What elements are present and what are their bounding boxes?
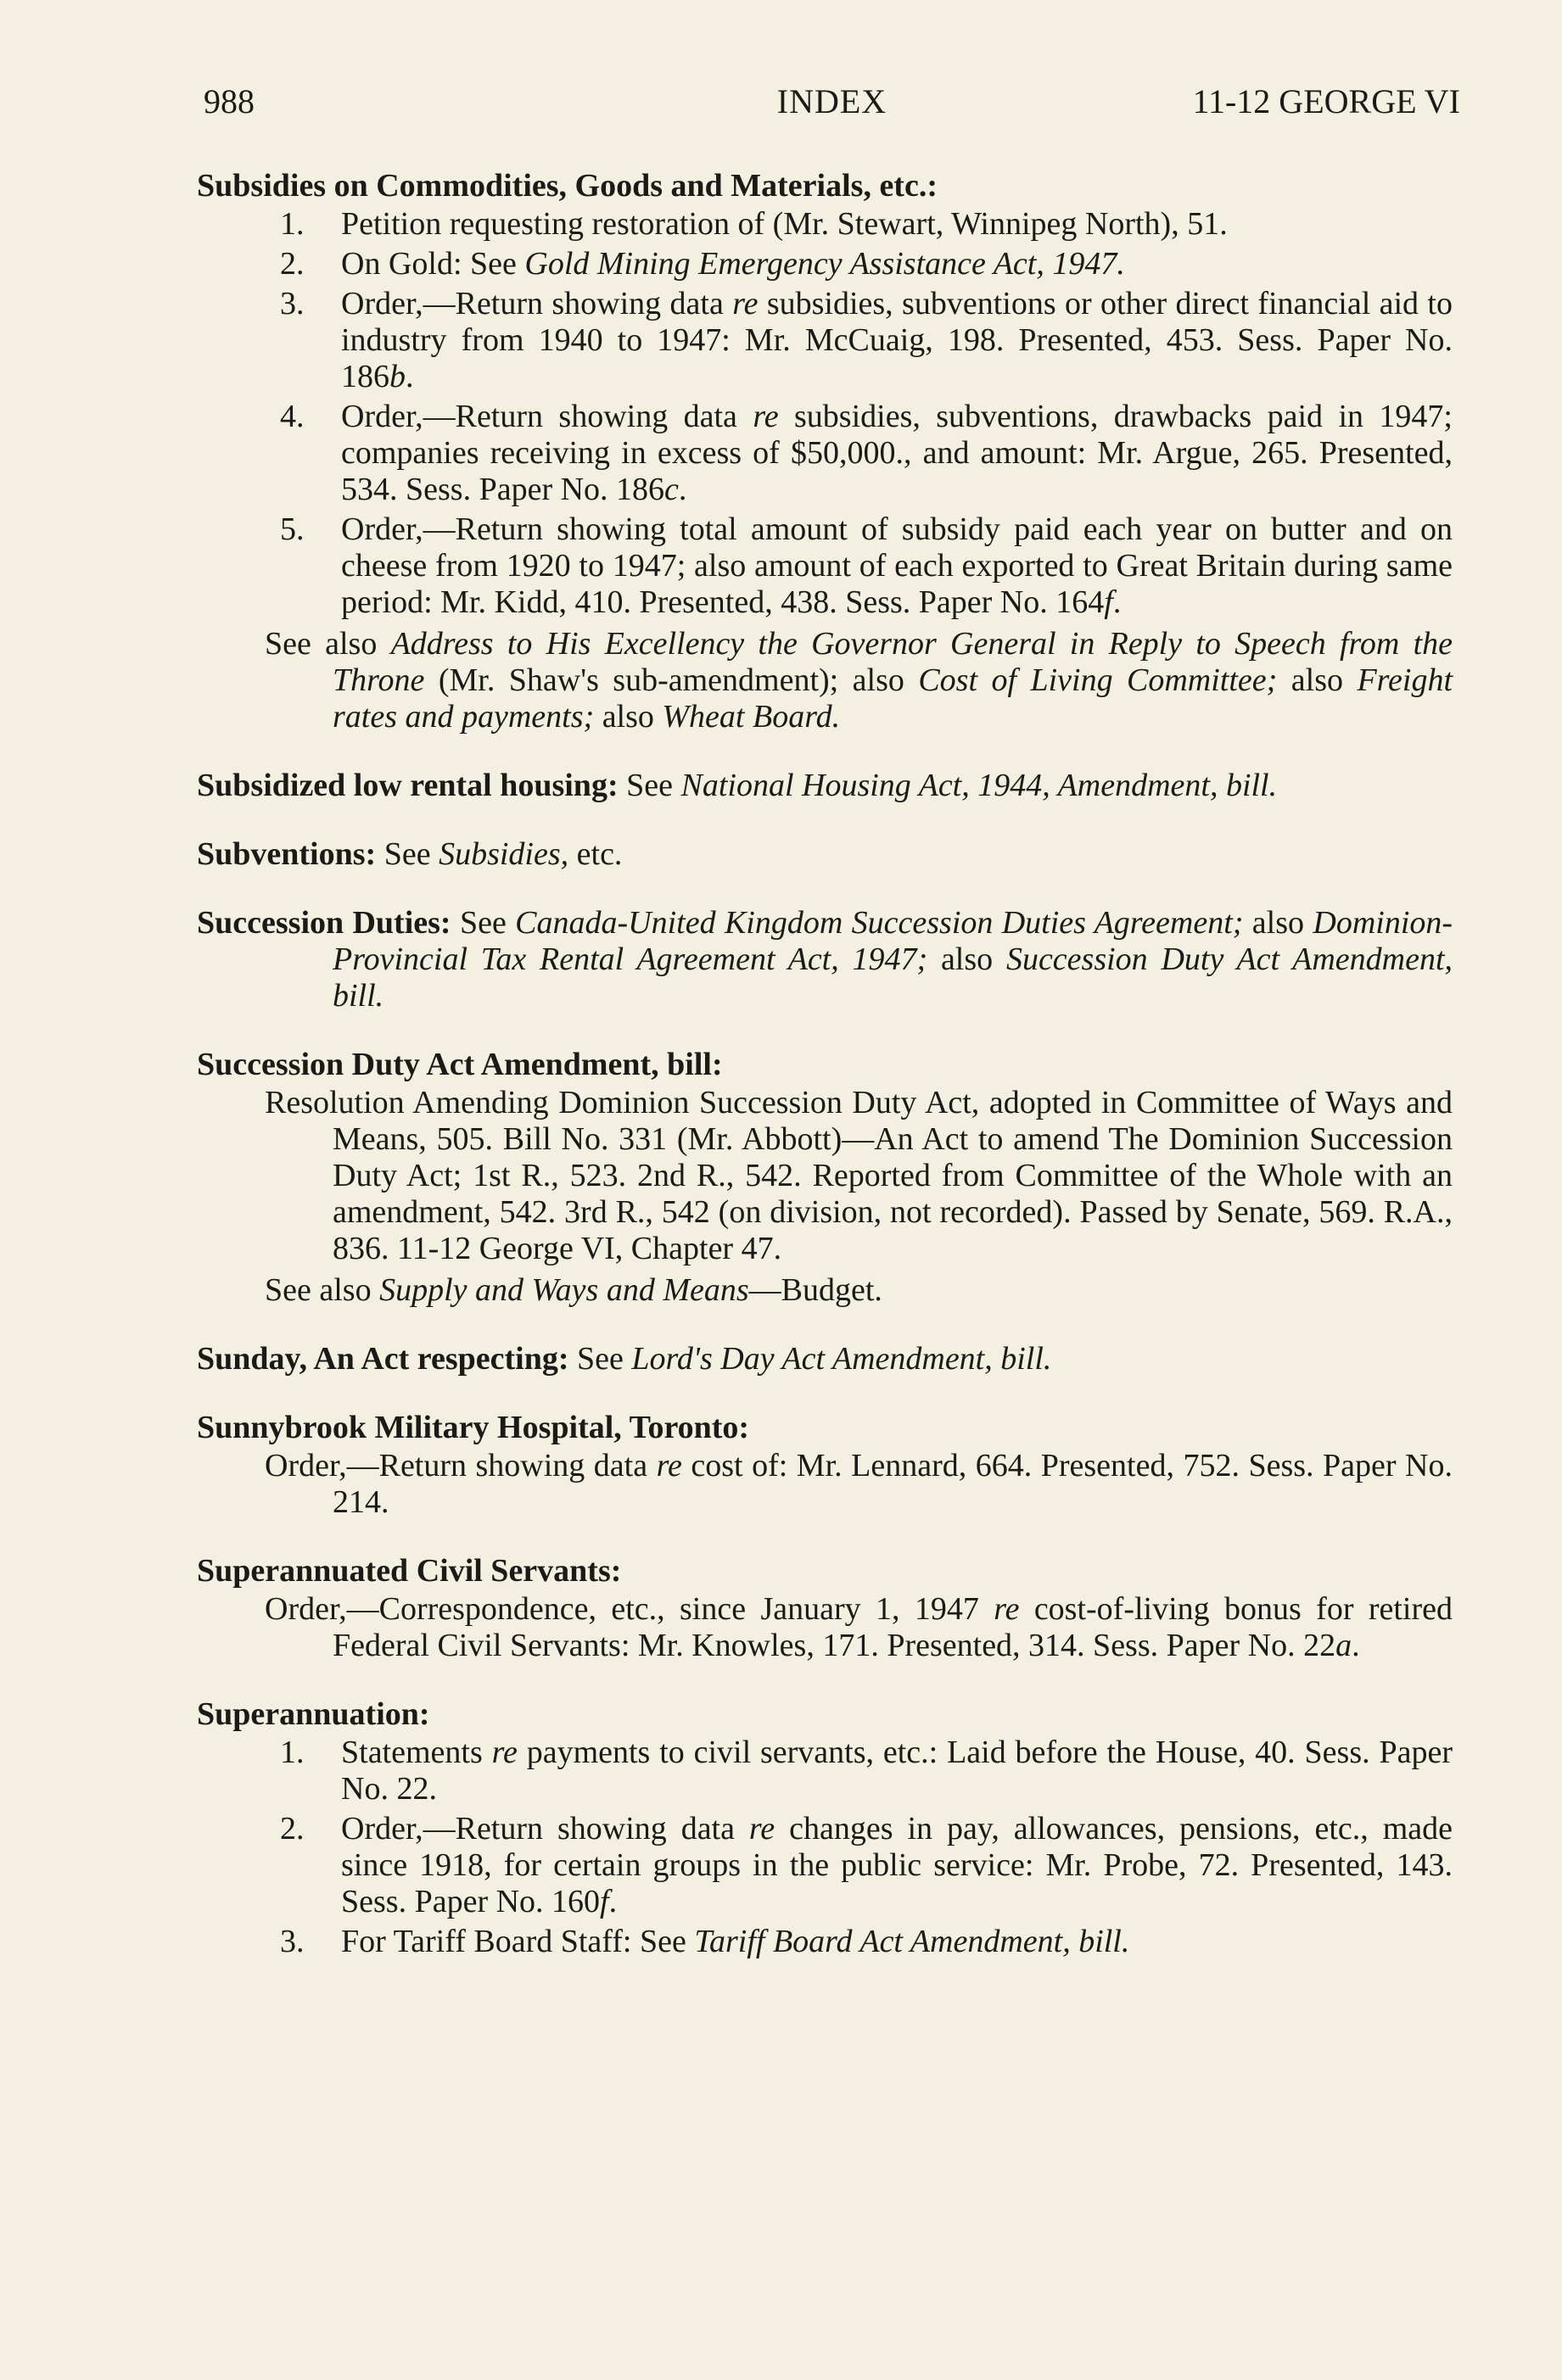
item-number: 1. — [280, 1735, 305, 1770]
item-re: re — [748, 1811, 775, 1846]
item-text: . — [608, 1884, 618, 1919]
entry-text: See — [618, 768, 681, 803]
item-text: payments to civil servants, etc.: Laid before the House, 40. Sess. Paper No. 22. — [341, 1735, 1453, 1807]
entry-heading: Subventions: — [197, 836, 377, 872]
item-text: changes in pay, allowances, pensions, etc., made since 1918, for certain groups in the public service: Mr. Probe, 72. Presented, 143. Sess. Paper No. 160 — [341, 1811, 1453, 1919]
see-also-text: (Mr. Shaw's sub-amendment); also — [424, 662, 919, 698]
list-item — [197, 511, 1453, 621]
see-also-text: —Budget. — [748, 1272, 882, 1308]
entry-text: Order,—Return showing data — [265, 1448, 657, 1483]
entry-heading: Succession Duties: — [197, 905, 451, 941]
entry-text: cost of: Mr. Lennard, 664. Presented, 752. Sess. Paper No. 214. — [333, 1448, 1453, 1520]
see-also-reference: Cost of Living Committee; — [918, 662, 1278, 698]
item-text: Order,—Return showing data — [341, 286, 733, 321]
entry-head — [197, 1410, 1453, 1446]
entry-text: See — [376, 836, 439, 872]
entry-reference: Lord's Day Act Amendment, bill. — [631, 1341, 1052, 1377]
item-number: 1. — [280, 206, 305, 242]
item-re: re — [732, 286, 759, 321]
item-reference: Gold Mining Emergency Assistance Act, 1947. — [524, 246, 1125, 282]
item-number: 2. — [280, 246, 305, 282]
entry-reference: National Housing Act, 1944, Amendment, bill. — [680, 768, 1278, 803]
entry-text: See — [568, 1341, 632, 1377]
item-text: For Tariff Board Staff: See — [341, 1924, 695, 1959]
entry-heading: Superannuated Civil Servants: — [197, 1553, 622, 1589]
item-text: . — [406, 359, 414, 394]
entry-text: Order,—Correspondence, etc., since January 1, 1947 — [265, 1591, 994, 1627]
item-re: re — [753, 399, 779, 434]
entry-text: See — [451, 905, 516, 941]
entry-head — [197, 168, 1453, 204]
list-item — [197, 1811, 1453, 1920]
see-also — [197, 1272, 1453, 1309]
entry-heading: Sunday, An Act respecting: — [197, 1341, 569, 1377]
entry-reference: Dominion-Provincial Tax Rental Agreement Act, 1947; — [333, 905, 1453, 977]
item-text: Order,—Return showing data — [341, 1811, 749, 1846]
entry-paragraph — [197, 1591, 1453, 1664]
see-also-reference: Freight rates and payments; — [333, 662, 1453, 735]
list-item — [197, 206, 1453, 243]
item-number: 3. — [280, 286, 305, 321]
item-text: On Gold: See — [341, 246, 525, 282]
entry-heading: Subsidies on Commodities, Goods and Materials, etc.: — [197, 168, 938, 204]
entry-heading: Succession Duty Act Amendment, bill: — [197, 1047, 723, 1082]
entry-text: cost-of-living bonus for retired Federal Civil Servants: Mr. Knowles, 171. Presented, 314. Sess. Paper No. 22 — [333, 1591, 1453, 1663]
entry-head — [197, 1696, 1453, 1733]
entry-items — [197, 1735, 1453, 1960]
index-content — [197, 168, 1453, 1992]
see-also-text: See also — [265, 1272, 380, 1308]
item-reference: Tariff Board Act Amendment, bill. — [694, 1924, 1130, 1959]
index-entry — [197, 905, 1453, 1014]
entry-head — [197, 1553, 1453, 1589]
entry-suffix: a — [1335, 1628, 1352, 1663]
item-text: subsidies, subventions, drawbacks paid in 1947; companies receiving in excess of $50,000., and amount: Mr. Argue, 265. Presented, 534. Sess. Paper No. 186 — [341, 399, 1453, 507]
entry-items — [197, 206, 1453, 621]
session-label: 11-12 GEORGE VI — [1192, 82, 1460, 120]
entry-paragraph: Resolution Amending Dominion Succession Duty Act, adopted in Committee of Ways and Means, 505. Bill No. 331 (Mr. Abbott)—An Act to amend The Dominion Succession Duty Act; 1st R., 523. 2nd R., 542. Reported from Committee of the Whole with an amendment, 542. 3rd R., 542 (on division, not recorded). Passed by Senate, 569. R.A., 836. 11-12 George VI, Chapter 47. — [265, 1085, 1453, 1266]
item-text: Petition requesting restoration of (Mr. Stewart, Winnipeg North), 51. — [341, 206, 1228, 242]
list-item — [197, 286, 1453, 395]
item-text: . — [1112, 584, 1122, 620]
index-entry — [197, 1410, 1453, 1521]
see-also-text: also — [594, 699, 663, 735]
page-number: 988 — [204, 82, 255, 120]
entry-reference: Succession Duty Act Amendment, bill. — [333, 941, 1453, 1014]
list-item — [197, 1735, 1453, 1807]
item-number: 2. — [280, 1811, 305, 1846]
entry-heading: Sunnybrook Military Hospital, Toronto: — [197, 1410, 750, 1445]
entry-paragraph — [197, 1448, 1453, 1521]
see-also-text: See also — [265, 626, 391, 662]
item-text: Order,—Return showing total amount of subsidy paid each year on butter and on cheese from 1920 to 1947; also amount of each exported to Great Britain during same period: Mr. Kidd, 410. Presented, 438. Sess. Paper No. 164 — [341, 511, 1453, 620]
entry-reference: Subsidies, — [439, 836, 569, 872]
index-entry — [197, 1696, 1453, 1960]
entry-re: re — [994, 1591, 1020, 1627]
entry-text: also — [927, 941, 1006, 977]
entry-heading: Superannuation: — [197, 1696, 430, 1732]
item-number: 3. — [280, 1924, 305, 1959]
list-item — [197, 246, 1453, 282]
see-also-reference: Supply and Ways and Means — [379, 1272, 749, 1308]
entry-text: also — [1243, 905, 1313, 941]
entry-head — [197, 1341, 1453, 1377]
item-suffix: f — [600, 1884, 609, 1919]
item-suffix: f — [1104, 584, 1113, 620]
page-title: INDEX — [776, 82, 887, 120]
entry-head — [197, 1047, 1453, 1083]
item-suffix: c — [664, 472, 679, 507]
entry-head — [197, 905, 1453, 1014]
list-item — [197, 399, 1453, 508]
see-also-reference: Address to His Excellency the Governor General in Reply to Speech from the Throne — [333, 626, 1453, 698]
see-also — [197, 626, 1453, 735]
item-text: Order,—Return showing data — [341, 399, 753, 434]
entry-re: re — [656, 1448, 682, 1483]
item-suffix: b — [389, 359, 406, 394]
index-entry — [197, 1553, 1453, 1664]
index-entry — [197, 1341, 1453, 1377]
index-entry — [197, 168, 1453, 735]
index-entry — [197, 768, 1453, 804]
item-text: . — [678, 472, 687, 507]
see-also-text: also — [1277, 662, 1358, 698]
item-text: Statements — [341, 1735, 492, 1770]
entry-reference: Canada-United Kingdom Succession Duties Agreement; — [515, 905, 1244, 941]
see-also-reference: Wheat Board. — [662, 699, 841, 735]
item-number: 4. — [280, 399, 305, 434]
entry-heading: Subsidized low rental housing: — [197, 768, 619, 803]
item-text: subsidies, subventions or other direct financial aid to industry from 1940 to 1947: Mr. McCuaig, 198. Presented, 453. Sess. Paper No. 186 — [341, 286, 1453, 394]
entry-text: . — [1352, 1628, 1360, 1663]
index-entry — [197, 836, 1453, 873]
item-re: re — [491, 1735, 518, 1770]
entry-head — [197, 768, 1453, 804]
item-number: 5. — [280, 511, 305, 547]
list-item — [197, 1924, 1453, 1960]
page-header — [204, 81, 1460, 132]
entry-head — [197, 836, 1453, 873]
index-entry — [197, 1047, 1453, 1309]
entry-text: etc. — [568, 836, 623, 872]
